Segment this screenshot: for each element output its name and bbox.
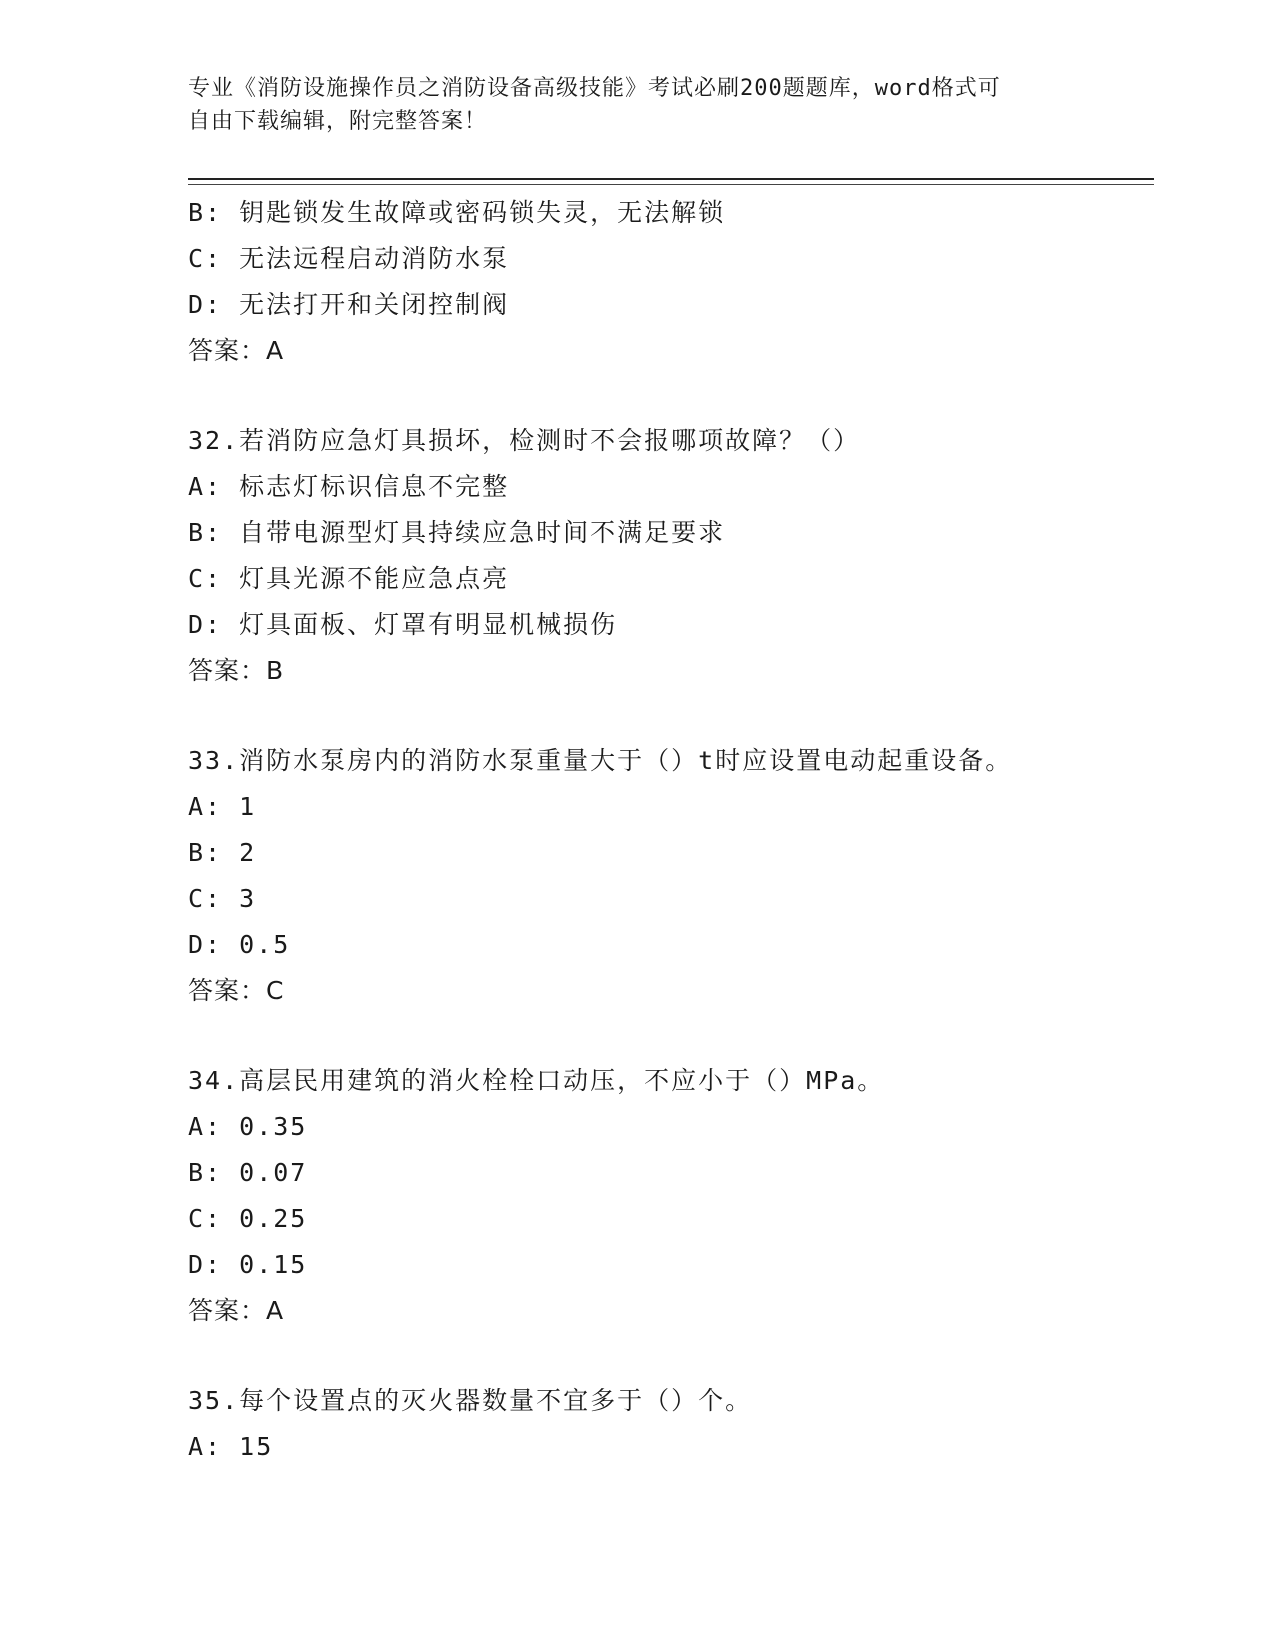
- header-line-2: 自由下载编辑，附完整答案！: [188, 109, 488, 134]
- option-c: C: 灯具光源不能应急点亮: [188, 564, 510, 593]
- question-32: [188, 418, 1154, 694]
- question-31-continued: [188, 190, 1154, 374]
- option-d: D: 灯具面板、灯罩有明显机械损伤: [188, 610, 618, 639]
- answer-line: 答案：B: [188, 656, 285, 685]
- answer-line: 答案：A: [188, 336, 285, 365]
- header-line-1: 专业《消防设施操作员之消防设备高级技能》考试必刷200题题库，word格式可: [188, 76, 1001, 101]
- option-d: D: 0.15: [188, 1250, 308, 1279]
- question-33: [188, 738, 1154, 1014]
- option-c: C: 3: [188, 884, 257, 913]
- question-stem: 32.若消防应急灯具损坏，检测时不会报哪项故障？（）: [188, 426, 861, 455]
- option-c: C: 无法远程启动消防水泵: [188, 244, 510, 273]
- document-header: [188, 72, 1088, 138]
- option-a: A: 15: [188, 1432, 274, 1461]
- option-d: D: 0.5: [188, 930, 291, 959]
- header-divider-thin: [188, 184, 1154, 185]
- question-stem: 35.每个设置点的灭火器数量不宜多于（）个。: [188, 1386, 753, 1415]
- question-35: [188, 1378, 1154, 1470]
- option-a: A: 标志灯标识信息不完整: [188, 472, 510, 501]
- answer-line: 答案：C: [188, 976, 285, 1005]
- question-list: [188, 190, 1154, 1470]
- option-b: B: 钥匙锁发生故障或密码锁失灵，无法解锁: [188, 198, 726, 227]
- option-c: C: 0.25: [188, 1204, 308, 1233]
- header-divider-thick: [188, 178, 1154, 180]
- option-b: B: 自带电源型灯具持续应急时间不满足要求: [188, 518, 726, 547]
- option-b: B: 2: [188, 838, 257, 867]
- option-d: D: 无法打开和关闭控制阀: [188, 290, 510, 319]
- question-34: [188, 1058, 1154, 1334]
- answer-line: 答案：A: [188, 1296, 285, 1325]
- question-stem: 34.高层民用建筑的消火栓栓口动压，不应小于（）MPa。: [188, 1066, 885, 1095]
- option-a: A: 1: [188, 792, 257, 821]
- question-stem: 33.消防水泵房内的消防水泵重量大于（）t时应设置电动起重设备。: [188, 746, 1013, 775]
- option-b: B: 0.07: [188, 1158, 308, 1187]
- option-a: A: 0.35: [188, 1112, 308, 1141]
